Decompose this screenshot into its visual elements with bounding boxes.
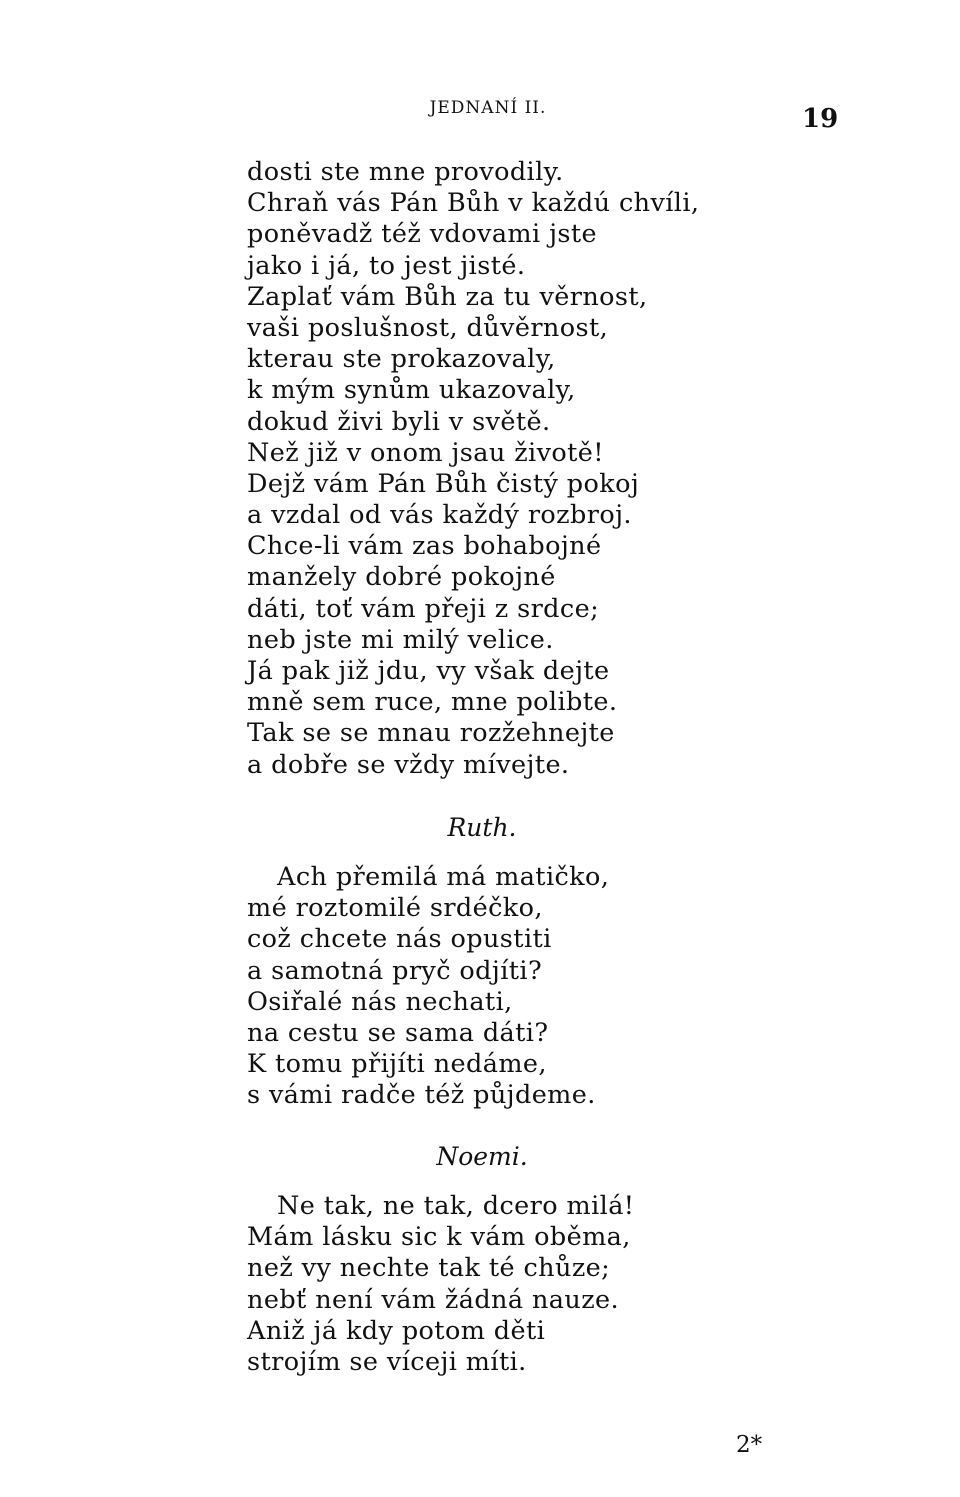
- verse-line: Ach přemilá má matičko,: [277, 862, 610, 892]
- signature-mark: 2*: [736, 1432, 763, 1458]
- verse-line: mé roztomilé srdéčko,: [247, 893, 543, 924]
- verse-line: manžely dobré pokojné: [247, 562, 556, 593]
- verse-line: Zaplať vám Bůh za tu věrnost,: [247, 281, 648, 312]
- verse-line: Chce-li vám zas bohabojné: [247, 531, 602, 562]
- verse-line: jako i já, to jest jisté.: [247, 250, 526, 281]
- verse-line: neb jste mi milý velice.: [247, 624, 554, 655]
- verse-line: dokud živi byli v světě.: [247, 406, 551, 437]
- verse-line: na cestu se sama dáti?: [247, 1017, 549, 1048]
- verse-passage-1: [247, 157, 699, 781]
- verse-line: dáti, toť vám přeji z srdce;: [247, 593, 600, 624]
- running-head: JEDNANÍ II.: [429, 98, 547, 118]
- page-number: 19: [802, 104, 839, 134]
- verse-line: což chcete nás opustiti: [247, 924, 552, 955]
- verse-line: k mým synům ukazovaly,: [247, 375, 576, 406]
- verse-line: dosti ste mne provodily.: [247, 157, 564, 187]
- speaker-heading-noemi: Noemi.: [436, 1142, 528, 1171]
- verse-line: a vzdal od vás každý rozbroj.: [247, 500, 632, 531]
- verse-line: Mám lásku sic k vám oběma,: [247, 1222, 631, 1253]
- verse-line: než vy nechte tak té chůze;: [247, 1253, 611, 1284]
- verse-line: Dejž vám Pán Bůh čistý pokoj: [247, 468, 640, 499]
- verse-line: Aniž já kdy potom děti: [247, 1315, 546, 1346]
- verse-line: Než již v onom jsau životě!: [247, 437, 604, 468]
- verse-line: strojím se víceji míti.: [247, 1346, 527, 1377]
- verse-line: poněvadž též vdovami jste: [247, 219, 598, 250]
- verse-line: Já pak již jdu, vy však dejte: [247, 656, 610, 686]
- verse-line: s vámi radče též půjdeme.: [247, 1080, 596, 1111]
- verse-line: a dobře se vždy mívejte.: [247, 749, 570, 780]
- verse-passage-2: [247, 862, 609, 1112]
- verse-line: kterau ste prokazovaly,: [247, 344, 556, 375]
- verse-line: vaši poslušnost, důvěrnost,: [247, 312, 609, 343]
- verse-line: a samotná pryč odjíti?: [247, 955, 543, 986]
- speaker-heading-ruth: Ruth.: [447, 813, 517, 842]
- verse-line: Osiřalé nás nechati,: [247, 986, 513, 1017]
- verse-line: Ne tak, ne tak, dcero milá!: [277, 1191, 635, 1221]
- verse-line: K tomu přijíti nedáme,: [247, 1049, 547, 1080]
- verse-passage-3: [247, 1191, 634, 1378]
- verse-line: mně sem ruce, mne polibte.: [247, 687, 618, 718]
- verse-line: Chraň vás Pán Bůh v každú chvíli,: [247, 188, 700, 219]
- verse-line: nebť není vám žádná nauze.: [247, 1284, 620, 1315]
- verse-line: Tak se se mnau rozžehnejte: [247, 718, 615, 749]
